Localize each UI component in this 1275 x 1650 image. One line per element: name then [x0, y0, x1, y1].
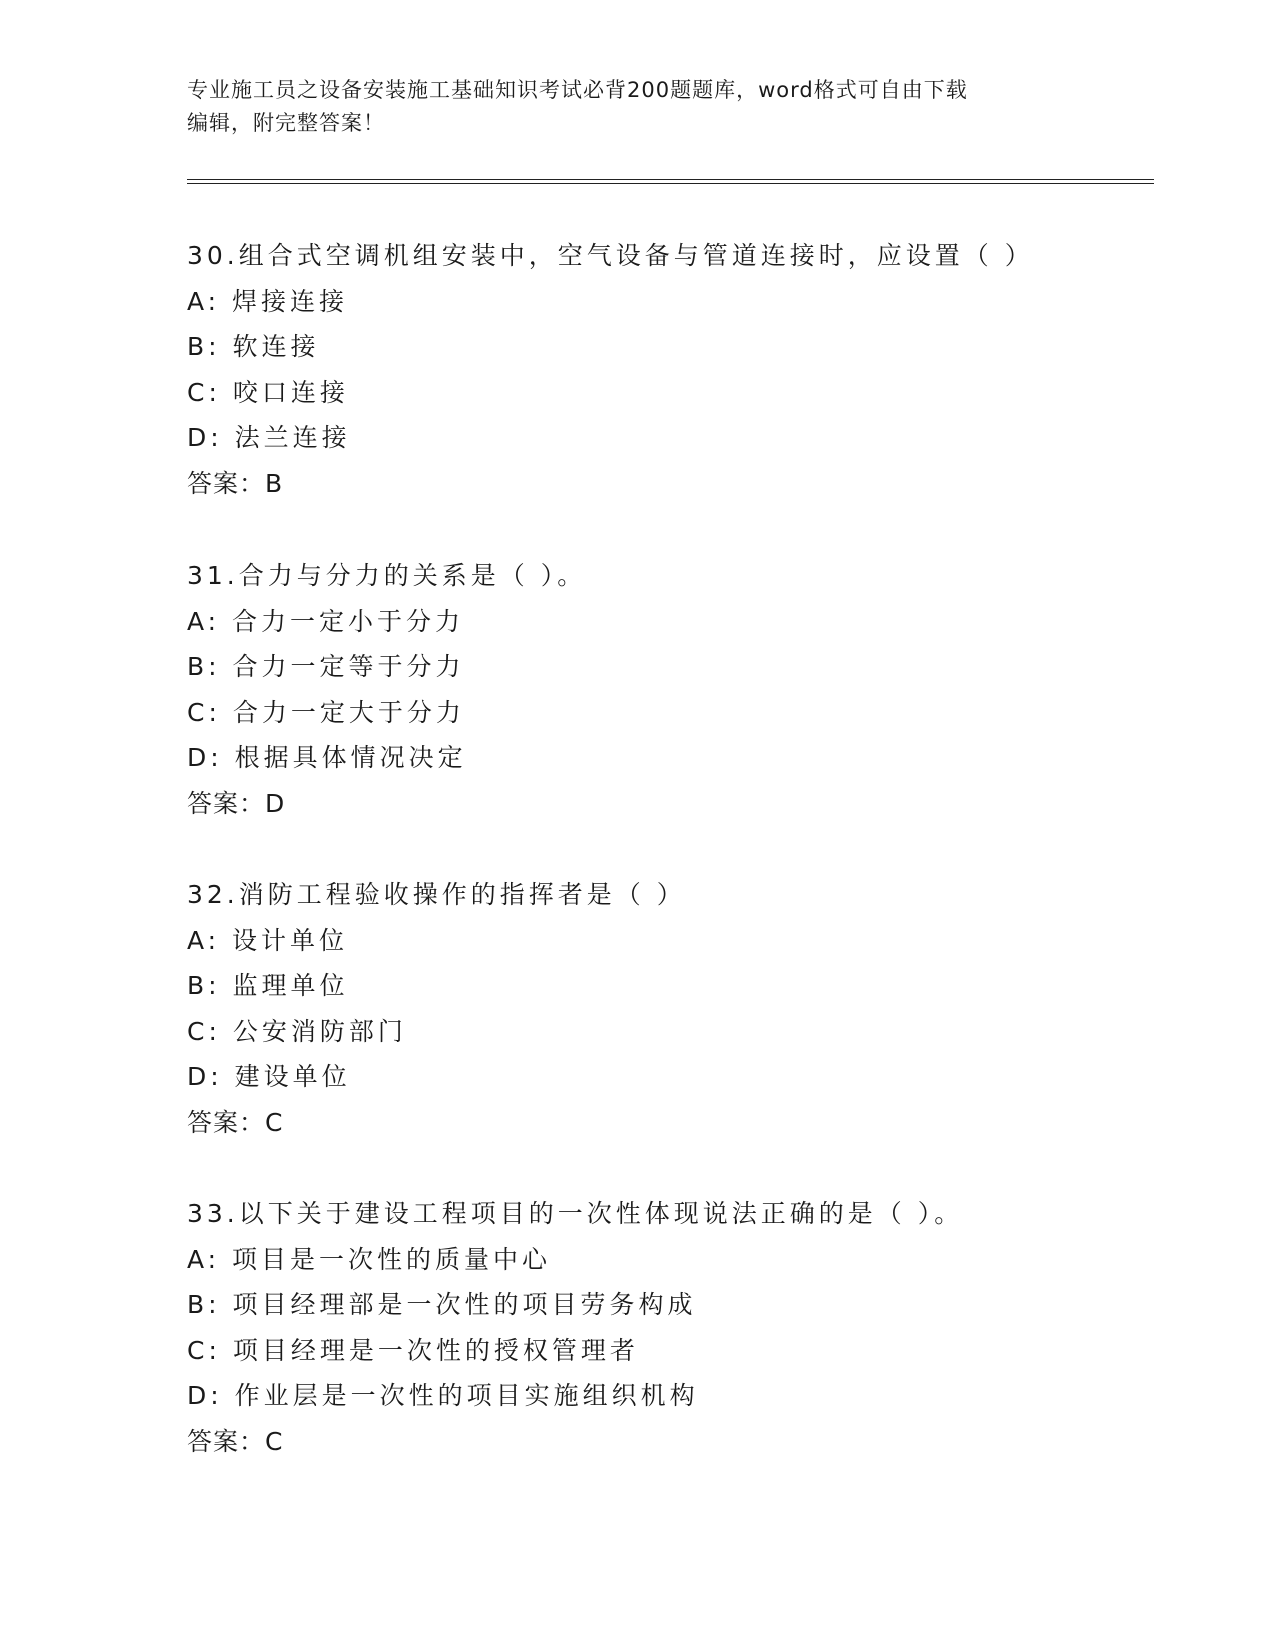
question-33	[187, 1191, 1147, 1464]
header-divider-top	[187, 179, 1154, 180]
header-line-1: 专业施工员之设备安装施工基础知识考试必背200题题库，word格式可自由下载	[187, 78, 968, 102]
option-d: D: 作业层是一次性的项目实施组织机构	[187, 1381, 699, 1410]
option-d: D: 法兰连接	[187, 423, 351, 452]
question-stem: 31.合力与分力的关系是（ ）。	[187, 561, 587, 590]
option-a: A: 设计单位	[187, 925, 349, 955]
answer: 答案：D	[187, 788, 286, 818]
question-31	[187, 553, 1147, 826]
question-stem: 30.组合式空调机组安装中，空气设备与管道连接时，应设置（ ）	[187, 241, 1034, 270]
option-d: D: 建设单位	[187, 1062, 351, 1091]
option-a: A: 合力一定小于分力	[187, 606, 465, 636]
answer: 答案：C	[187, 1426, 284, 1456]
option-b: B: 软连接	[187, 332, 320, 361]
question-stem: 32.消防工程验收操作的指挥者是（ ）	[187, 880, 686, 909]
option-d: D: 根据具体情况决定	[187, 743, 467, 772]
option-a: A: 焊接连接	[187, 286, 349, 316]
option-b: B: 合力一定等于分力	[187, 652, 465, 681]
option-c: C: 咬口连接	[187, 377, 349, 407]
option-c: C: 合力一定大于分力	[187, 697, 465, 727]
answer: 答案：B	[187, 468, 284, 498]
header-line-2: 编辑，附完整答案！	[187, 111, 385, 135]
option-b: B: 项目经理部是一次性的项目劳务构成	[187, 1290, 697, 1319]
question-30	[187, 233, 1147, 506]
question-32	[187, 872, 1147, 1145]
option-b: B: 监理单位	[187, 971, 349, 1000]
answer: 答案：C	[187, 1107, 284, 1137]
option-a: A: 项目是一次性的质量中心	[187, 1244, 552, 1274]
option-c: C: 公安消防部门	[187, 1016, 407, 1046]
document-header	[187, 74, 1067, 140]
option-c: C: 项目经理是一次性的授权管理者	[187, 1335, 639, 1365]
question-stem: 33.以下关于建设工程项目的一次性体现说法正确的是（ ）。	[187, 1199, 964, 1228]
header-divider-bottom	[187, 183, 1154, 184]
